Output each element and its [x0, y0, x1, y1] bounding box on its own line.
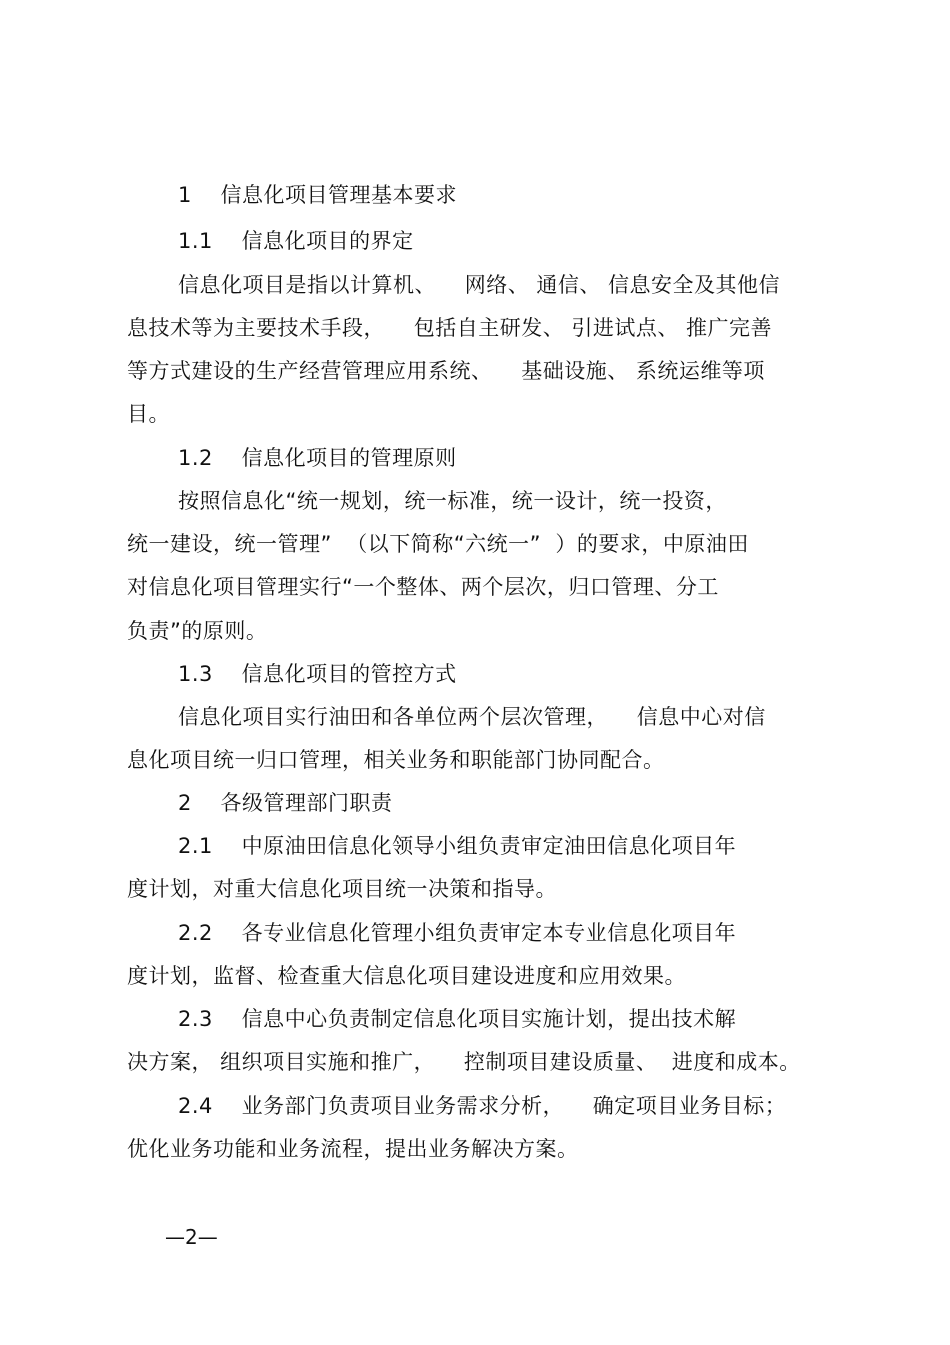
paragraph-line: 负责”的原则。 — [127, 619, 268, 643]
paragraph-line: 信息化项目实行油田和各单位两个层次管理， 信息中心对信 — [178, 705, 766, 729]
paragraph-line: 对信息化项目管理实行“一个整体、两个层次，归口管理、分工 — [127, 575, 719, 599]
section-heading-1: 1 信息化项目管理基本要求 — [178, 183, 458, 207]
section-heading-2: 2 各级管理部门职责 — [178, 791, 393, 815]
paragraph-line: 息技术等为主要技术手段， 包括自主研发、 引进试点、 推广完善 — [127, 316, 773, 340]
paragraph-line: 优化业务功能和业务流程，提出业务解决方案。 — [127, 1137, 579, 1161]
subsection-heading-1-1: 1.1 信息化项目的界定 — [178, 229, 414, 253]
paragraph-line: 2.2 各专业信息化管理小组负责审定本专业信息化项目年 — [178, 921, 737, 945]
paragraph-line: 2.1 中原油田信息化领导小组负责审定油田信息化项目年 — [178, 834, 737, 858]
paragraph-line: 息化项目统一归口管理，相关业务和职能部门协同配合。 — [127, 748, 665, 772]
paragraph-line: 信息化项目是指以计算机、 网络、 通信、 信息安全及其他信 — [178, 273, 781, 297]
subsection-heading-1-3: 1.3 信息化项目的管控方式 — [178, 662, 457, 686]
paragraph-line: 决方案， 组织项目实施和推广， 控制项目建设质量、 进度和成本。 — [127, 1050, 801, 1074]
paragraph-line: 目。 — [127, 402, 170, 426]
paragraph-line: 度计划，对重大信息化项目统一决策和指导。 — [127, 877, 557, 901]
paragraph-line: 度计划，监督、检查重大信息化项目建设进度和应用效果。 — [127, 964, 686, 988]
paragraph-line: 2.3 信息中心负责制定信息化项目实施计划，提出技术解 — [178, 1007, 737, 1031]
subsection-heading-1-2: 1.2 信息化项目的管理原则 — [178, 446, 457, 470]
paragraph-line: 按照信息化“统一规划，统一标准，统一设计，统一投资， — [178, 489, 727, 513]
paragraph-line: 统一建设，统一管理” （以下简称“六统一” ）的要求，中原油田 — [127, 532, 749, 556]
paragraph-line: 等方式建设的生产经营管理应用系统、 基础设施、 系统运维等项 — [127, 359, 765, 383]
paragraph-line: 2.4 业务部门负责项目业务需求分析， 确定项目业务目标； — [178, 1094, 787, 1118]
page-number: —2— — [165, 1225, 218, 1249]
